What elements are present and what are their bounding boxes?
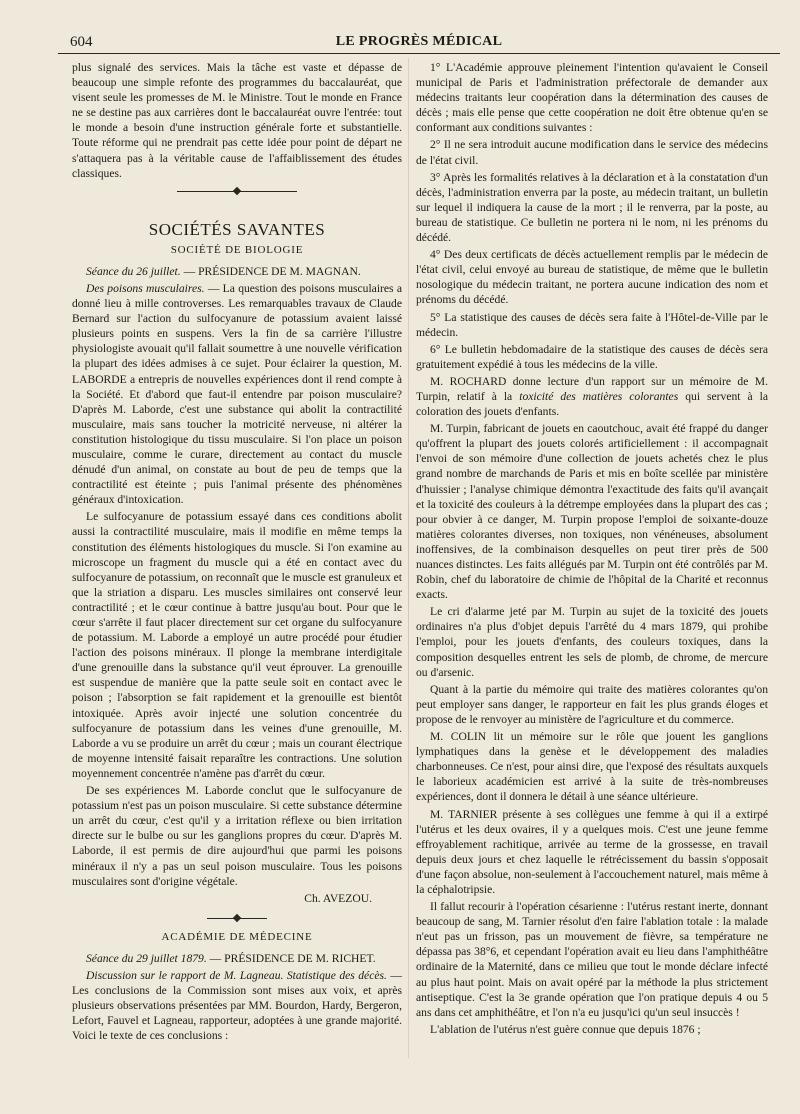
conclusion-1: 1° L'Académie approuve pleinement l'intention qu'avaient le Conseil municipal de Paris et l'administration préfectorale de demander aux médecins traitants leur coopération dans la détermination des causes de décès ; mais elle pense que cette coopération ne doit être obtenue qu'en se conformant aux conditions suivantes :	[416, 61, 768, 135]
page-number: 604	[70, 34, 93, 50]
tarnier-text: présente à ses collègues une femme à qui il a extirpé l'utérus et les deux ovaires, il y a quelques mois. C'est une jeune femme effroyablement rachitique, arrivée au terme de la grossesse, en travail depuis deux jours et chez laquelle le rétrécissement du bassin s'opposait d'une façon absolue, non-seulement à l'accouchement naturel, mais même à la céphalotripsie.	[416, 807, 769, 896]
conclusion-4: 4° Des deux certificats de décès actuellement remplis par le médecin de l'état civil, celui envoyé au bureau de statistique, de même que le bulletin nosologique du médecin traitant, ne portera aucune indication des nom et prénoms du décédé.	[416, 248, 768, 307]
cesarean-paragraph: Il fallut recourir à l'opération césarienne : l'utérus restant inerte, donnant beaucoup de sang, M. Tarnier résolut d'en faire l'ablation totale : la malade n'eut pas un frisson, pas un mouvement de fièvre, sa température ne dépassa pas 38°6, et cependant l'opération avait eu lieu dans l'amphithéâtre ordinaire de la Maternité, dans ce milieu que tout le monde déclare infecté au plus haut point. Mais on avait opéré par la méthode la plus strictement antiseptique. C'est la 3e grande opération que l'on pratique depuis 4 ou 5 ans dans cet amphithéâtre, et l'on n'a eu jusqu'ici qu'un seul insuccès !	[416, 900, 768, 1019]
article-divider	[207, 912, 267, 926]
sulfocyanure-paragraph: Le sulfocyanure de potassium essayé dans ces conditions abolit aussi la contractilité musculaire, mais il modifie en même temps la constitution des éléments histologiques du muscle. Si l'on examine au microscope un fragment du muscle qui a été en contact avec du sulfocyanure de potassium, on reconnaît que le muscle est granuleux et que la striation a disparu. Les muscles similaires ont conservé leur contractilité ; et le cœur continue à battre jusqu'au bout. Pour que le cœur s'arrête il faut placer directement sur cet organe du sulfocyanure de potassium. M. Laborde a employé un autre procédé pour étudier l'action des poisons minéraux. Il plonge la membrane interdigitale d'une grenouille dans la substance qu'il veut éprouver. La grenouille est suspendue de manière que la patte seule soit en contact avec le poison ; l'absorption se fait rapidement et la grenouille est bientôt intoxiquée. Après avoir injecté une solution concentrée du sulfocyanure de potassium dans les veines d'une grenouille, M. Laborde a vu se produire un arrêt du cœur ; mais un courant électrique de moyenne intensité faisait reparaître les contractions. Une solution moyennement concentrée n'amène pas d'arrêt du cœur.	[72, 510, 402, 780]
poisons-paragraph	[72, 281, 402, 507]
colin-paragraph	[416, 729, 768, 804]
running-title: LE PROGRÈS MÉDICAL	[335, 34, 503, 49]
academy-session-line	[72, 951, 402, 966]
poisons-text: — La question des poisons musculaires a donné lieu à mille controverses. Les remarquables travaux de Claude Bernard sur l'action du sulfocyanure de potassium avaient laissé plusieurs points en suspens. Vers la fin de sa carrière l'illustre physiologiste avouait qu'il fallait soumettre à une nouvelle vérification la plupart des idées admises à ce sujet. Pour éclairer la question, M. LABORDE a entrepris de nouvelles expériences dont il rend compte à la Société. Et d'abord que faut-il entendre par poison musculaire? D'après M. Laborde, c'est une substance qui abolit la contractilité musculaire, mais sans toucher la motricité nerveuse, ni altérer la constitution histologique du tissu musculaire. Si l'on place un poison musculaire, comme le curare, directement au contact du muscle dénudé d'un animal, on constate au bout de peu de temps que la contractilité est éteinte ; puis l'animal présente des phénomènes généraux d'intoxication.	[72, 281, 402, 507]
left-column	[72, 60, 402, 1043]
discussion-paragraph	[72, 968, 402, 1043]
conclusion-2: 2° Il ne sera introduit aucune modification dans le service des médecins de l'état civil.	[416, 138, 768, 167]
section-divider	[177, 185, 297, 199]
society-title: SOCIÉTÉ DE BIOLOGIE	[170, 243, 304, 256]
discussion-heading: Discussion sur le rapport de M. Lagneau. Statistique des décès.	[86, 968, 387, 982]
alarm-paragraph: Le cri d'alarme jeté par M. Turpin au sujet de la toxicité des jouets ordinaires n'a plus d'objet depuis l'arrêté du 4 mars 1879, qui prohibe l'emploi, pour les jouets d'enfants, des couleurs toxiques, dans la composition desquelles entrent les sels de plomb, de chrome, de mercure ou d'arsenic.	[416, 605, 768, 679]
memoire-paragraph: Quant à la partie du mémoire qui traite des matières colorantes qu'on peut employer sans danger, le rapporteur en fait les plus grands éloges et propose de le renvoyer au ministère de l'agriculture et du commerce.	[416, 682, 768, 726]
session-presidency: — PRÉSIDENCE DE M. MAGNAN.	[183, 264, 361, 278]
conclusion-paragraph: De ses expériences M. Laborde conclut que le sulfocyanure de potassium n'est pas un poison musculaire. Si cette substance détermine un arrêt du cœur, c'est qu'il y a irritation réflexe ou bien irritation directe sur le bulbe ou sur les ganglions propres du cœur. D'après M. Laborde, il est permis de dire aujourd'hui que parmi les poisons minéraux il n'y a pas un seul poison musculaire. Tous les poisons musculaires sont d'origine végétale.	[72, 784, 402, 888]
page-gutter	[408, 58, 409, 1058]
academy-presidency: — PRÉSIDENCE DE M. RICHET.	[209, 951, 376, 965]
academy-title: ACADÉMIE DE MÉDECINE	[161, 930, 313, 943]
rochard-paragraph	[416, 374, 768, 419]
conclusion-6: 6° Le bulletin hebdomadaire de la statistique des causes de décès sera gratuitement expédié à tous les médecins de la ville.	[416, 342, 768, 371]
colin-text: lit un mémoire sur le rôle que jouent les ganglions lymphatiques dans la genèse et le développement des maladies charbonneuses. Ce n'est, pour ainsi dire, que l'exposé des résultats auxquels le laborieux académicien est arrivé à la suite de très-nombreuses expériences, dont il donnera le détail à une séance ultérieure.	[416, 730, 768, 804]
conclusion-5: 5° La statistique des causes de décès sera faite à l'Hôtel-de-Ville par le médecin.	[416, 310, 768, 339]
signature: Ch. AVEZOU.	[304, 891, 372, 905]
session-date: Séance du 26 juillet.	[86, 264, 181, 278]
conclusion-3: 3° Après les formalités relatives à la déclaration et à la constatation d'un décès, l'administration enverra par la poste, au médecin traitant, un bulletin sur lequel il indiquera la cause de la mort ; il le renverra, par la poste, au bureau de statistique. Ce bulletin ne portera ni le nom, ni les prénoms du décédé.	[416, 170, 768, 245]
tarnier-name: M. TARNIER	[430, 807, 498, 821]
topic-heading: Des poisons musculaires.	[86, 281, 205, 295]
rochard-text-a: donne lecture d'un rapport sur un mémoire de M. Turpin, relatif à la	[416, 374, 768, 403]
tarnier-paragraph	[416, 807, 768, 898]
last-line: L'ablation de l'utérus n'est guère connue que depuis 1876 ;	[430, 1022, 701, 1036]
academy-session-date: Séance du 29 juillet 1879.	[86, 951, 207, 965]
section-title: SOCIÉTÉS SAVANTES	[148, 219, 326, 239]
turpin-paragraph: M. Turpin, fabricant de jouets en caoutchouc, avait été frappé du danger qu'offrent la plupart des jouets colorés artificiellement : il accompagnait l'envoi de son mémoire d'une collection de jouets achetés chez le plus grand nombre de marchands de Paris et mis en boîte scellée par ministère d'huissier ; l'analyse chimique démontra l'exactitude des faits qu'il avançait et la toxicité des couleurs à la détrempe employées dans la plupart des cas ; pour obvier à ce danger, M. Turpin propose l'emploi de soixante-douze matières colorantes diverses, non toxiques, non vénéneuses, absolument inoffensives, de la combinaison desquelles on peut tirer près de 500 nuances distinctes. Les faits allégués par M. Turpin ont été contrôlés par M. Robin, chef du laboratoire de chimie de l'hôpital de la Charité et reconnus exacts.	[416, 422, 768, 602]
discussion-text: — Les conclusions de la Commission sont mises aux voix, et après plusieurs observations présentées par MM. Bourdon, Hardy, Bergeron, Lefort, Fauvel et Lagneau, rapporteur, adoptées à une grande majorité. Voici le texte de ces conclusions :	[72, 968, 402, 1043]
session-line	[72, 264, 402, 279]
intro-paragraph: plus signalé des services. Mais la tâche est vaste et dépasse de beaucoup une simple refonte des programmes du baccalauréat, que visent seule les promesses de M. le Ministre. Tout le monde en France ne se destine pas aux carrières dont le baccalauréat ouvre l'entrée: tout le monde a besoin d'une instruction générale forte et substantielle. Toute réforme qui ne prendrait pas cette idée pour point de départ ne s'attaquera pas à la véritable cause de l'affaiblissement des études classiques.	[72, 61, 402, 180]
rochard-text-b: qui servent à la coloration des jouets d'enfants.	[416, 389, 768, 419]
page-header	[58, 33, 780, 54]
colin-name: M. COLIN	[430, 730, 487, 744]
right-column	[416, 60, 768, 1037]
rochard-topic: toxicité des matières colorantes	[519, 389, 679, 403]
rochard-name: M. ROCHARD	[430, 374, 507, 388]
